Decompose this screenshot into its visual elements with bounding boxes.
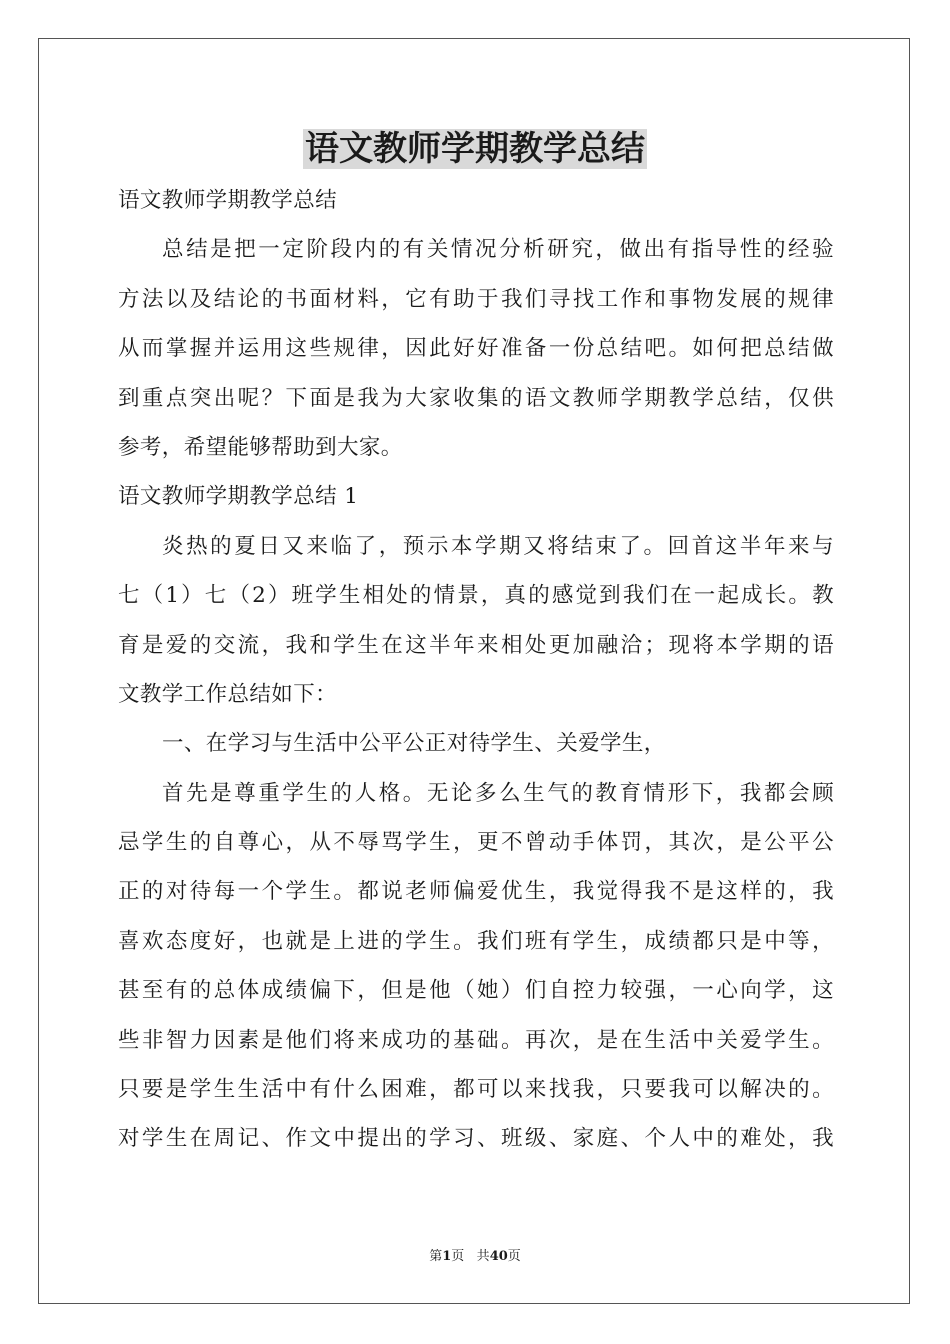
page-number: 1 xyxy=(442,1249,452,1264)
text-line: 到重点突出呢？下面是我为大家收集的语文教师学期教学总结，仅供 xyxy=(118,385,834,411)
text-line: 喜欢态度好，也就是上进的学生。我们班有学生，成绩都只是中等， xyxy=(118,928,834,954)
text-line: 参考，希望能够帮助到大家。 xyxy=(118,434,403,460)
text-line: 七（1）七（2）班学生相处的情景，真的感觉到我们在一起成长。教 xyxy=(118,583,834,609)
text-line: 甚至有的总体成绩偏下，但是他（她）们自控力较强，一心向学，这 xyxy=(118,978,834,1004)
text-line: 炎热的夏日又来临了，预示本学期又将结束了。回首这半年来与 xyxy=(162,533,834,559)
text-line: 育是爱的交流，我和学生在这半年来相处更加融洽；现将本学期的语 xyxy=(118,632,834,658)
text-line: 正的对待每一个学生。都说老师偏爱优生，我觉得我不是这样的，我 xyxy=(118,879,834,905)
document-title-text: 语文教师学期教学总结 xyxy=(305,129,645,169)
text-line: 文教学工作总结如下： xyxy=(118,681,338,707)
total-pages: 40 xyxy=(489,1249,508,1264)
text-line: 只要是学生生活中有什么困难，都可以来找我，只要我可以解决的。 xyxy=(118,1077,834,1103)
document-body xyxy=(118,176,834,1164)
text-line: 方法以及结论的书面材料，它有助于我们寻找工作和事物发展的规律 xyxy=(118,286,834,312)
text-line: 忌学生的自尊心，从不辱骂学生，更不曾动手体罚，其次，是公平公 xyxy=(118,830,834,856)
section-heading: 语文教师学期教学总结 xyxy=(118,188,338,213)
document-title xyxy=(0,126,950,172)
text-line: 对学生在周记、作文中提出的学习、班级、家庭、个人中的难处，我 xyxy=(118,1126,834,1152)
section-heading: 语文教师学期教学总结 1 xyxy=(118,484,359,510)
page-prefix: 第 xyxy=(429,1249,443,1264)
page-suffix: 页 xyxy=(451,1249,465,1264)
text-line: 总结是把一定阶段内的有关情况分析研究，做出有指导性的经验 xyxy=(162,237,834,263)
total-suffix: 页 xyxy=(507,1249,521,1264)
text-line: 从而掌握并运用这些规律，因此好好准备一份总结吧。如何把总结做 xyxy=(118,336,834,362)
text-line: 首先是尊重学生的人格。无论多么生气的教育情形下，我都会顾 xyxy=(162,780,834,806)
text-line: 些非智力因素是他们将来成功的基础。再次，是在生活中关爱学生。 xyxy=(118,1027,834,1053)
text-line: 一、在学习与生活中公平公正对待学生、关爱学生， xyxy=(162,731,666,757)
page-footer xyxy=(0,1247,950,1267)
total-prefix: 共 xyxy=(476,1249,490,1264)
